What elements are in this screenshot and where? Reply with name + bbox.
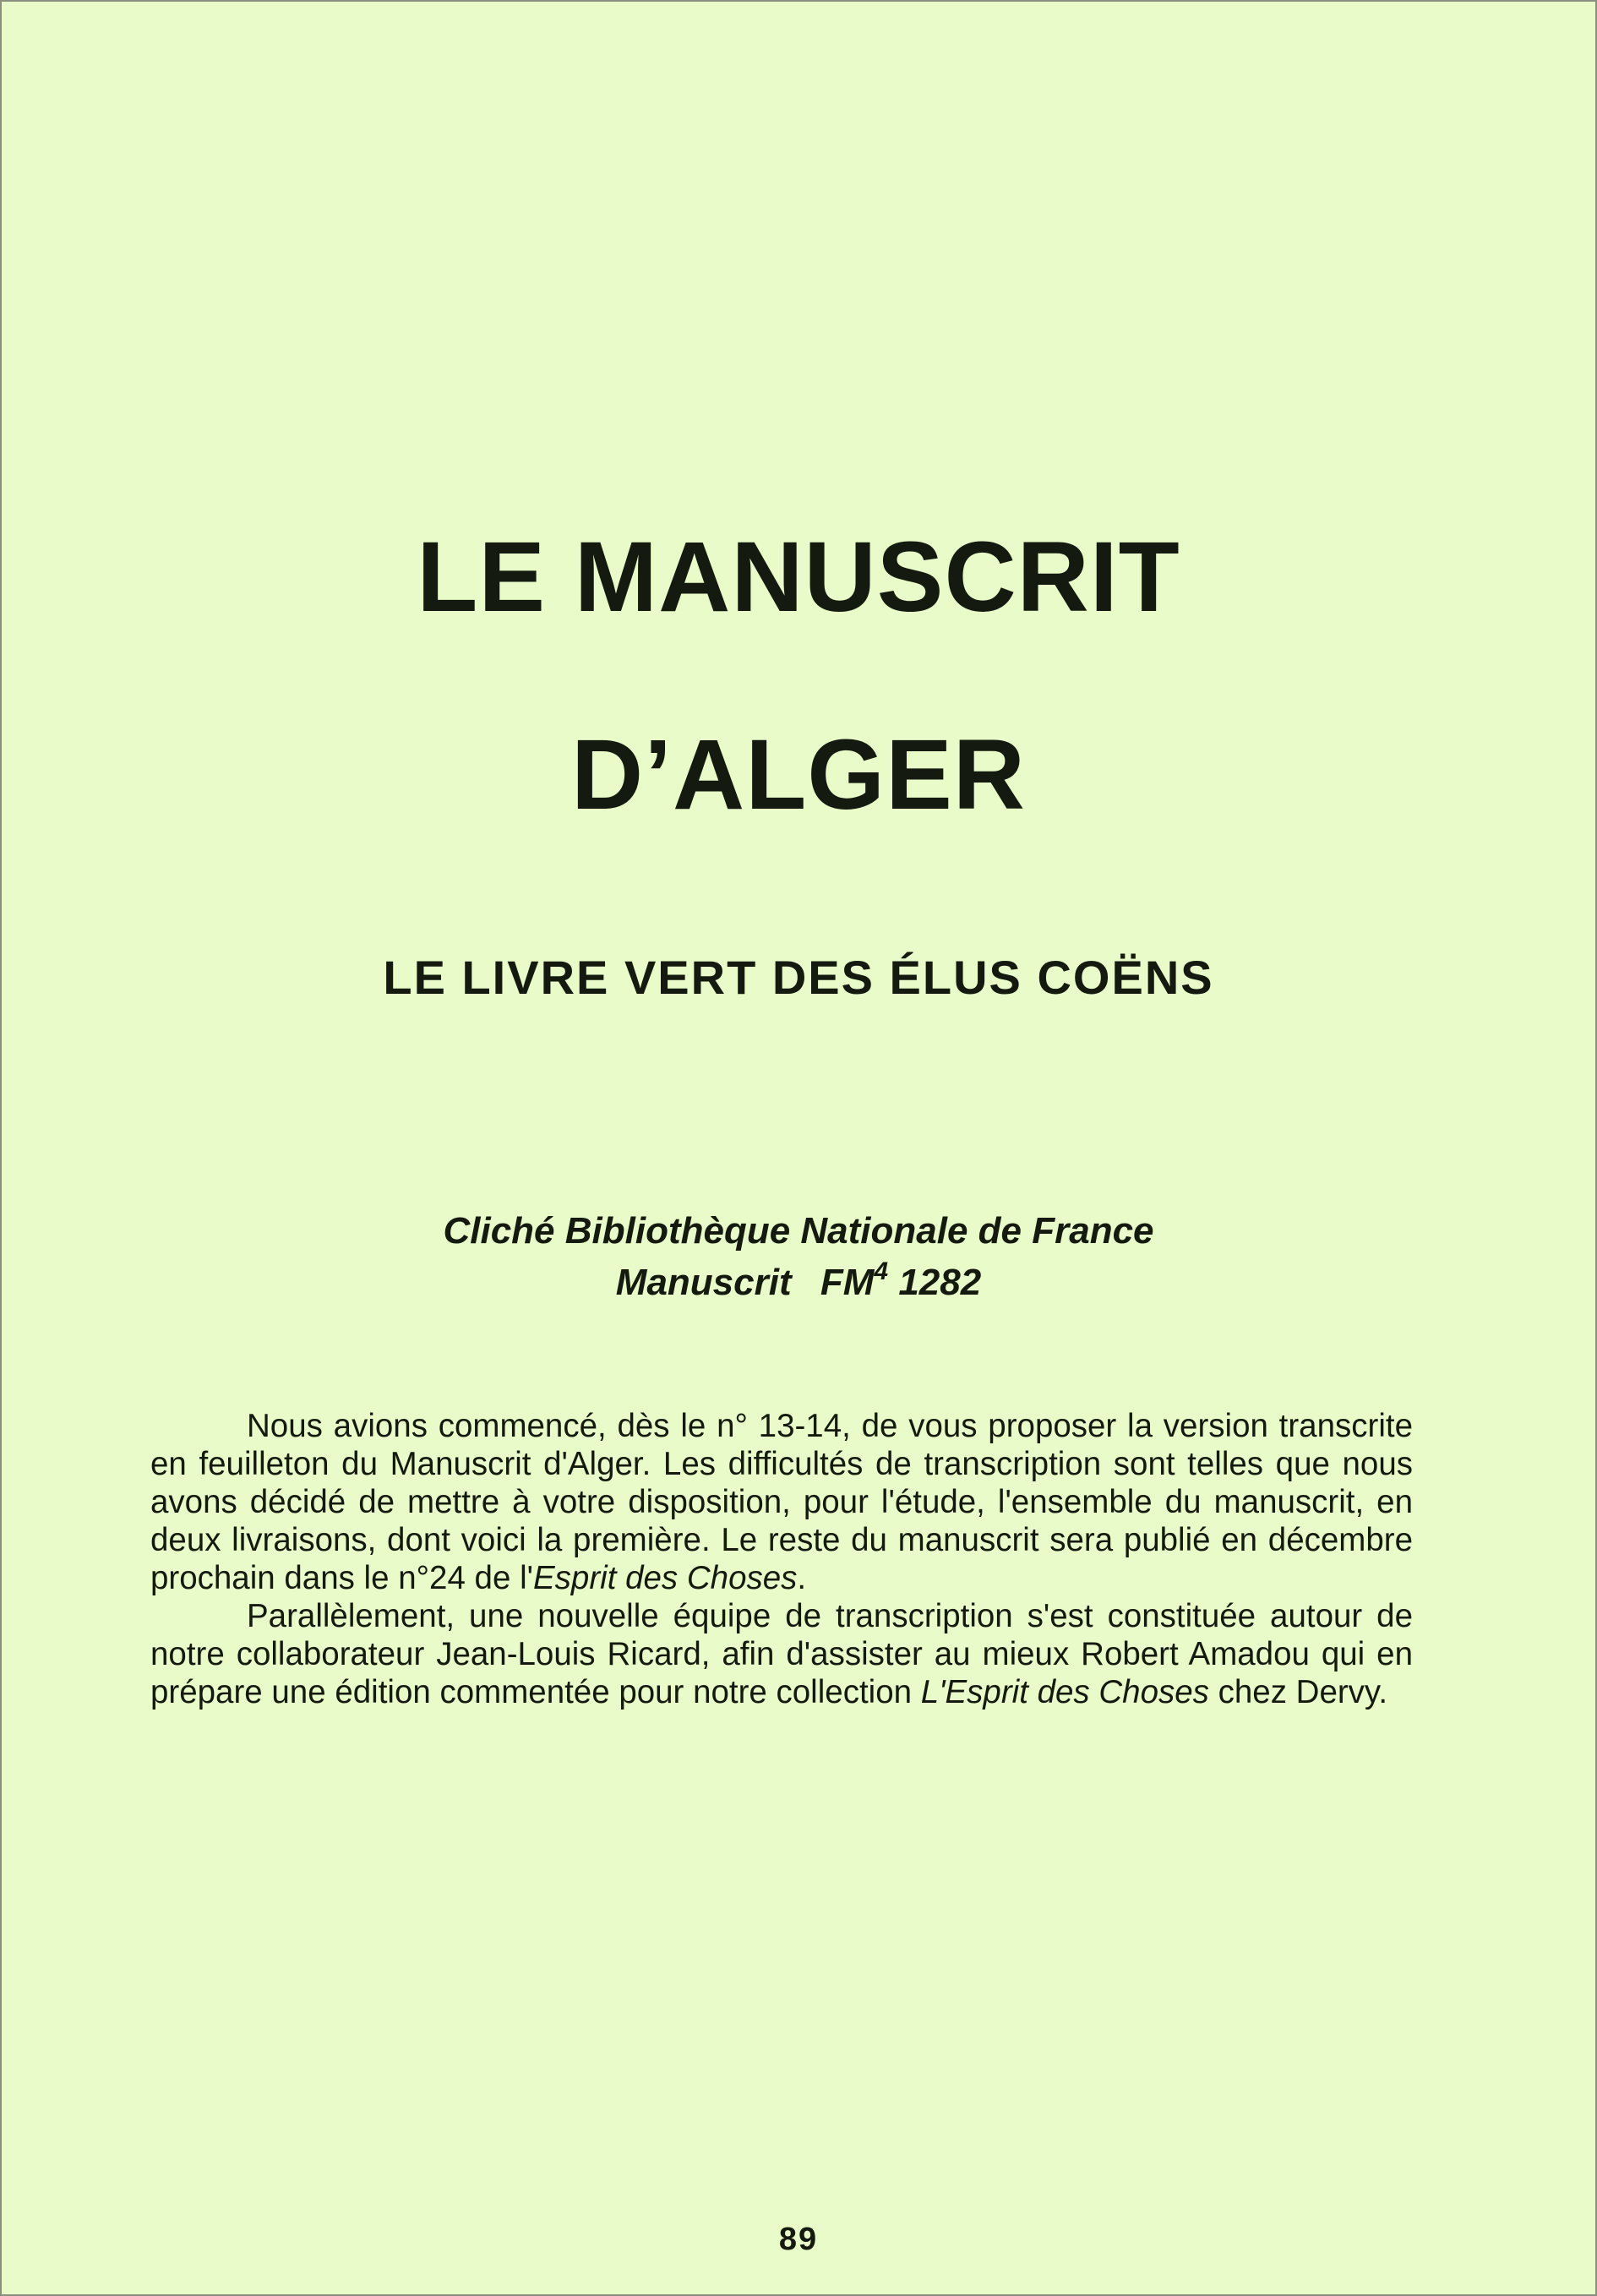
paragraph-1-text: Nous avions commencé, dès le n° 13-14, de vous proposer la version transcrite en feuilleton du Manuscrit d'Alger. Les difficultés de transcription sont telles que nous avons décidé de mettre à votre disposition, pour l'étude, l'ensemble du manuscrit, en deux livraisons, dont voici la première. Le reste du manuscrit sera publié en décembre prochain dans le n°24 de l': [150, 1408, 1413, 1596]
document-title-line-1: LE MANUSCRIT: [417, 521, 1180, 633]
paragraph-1: [150, 1407, 1413, 1597]
paragraph-2-text: Parallèlement, une nouvelle équipe de transcription s'est constituée autour de notre collaborateur Jean-Louis Ricard, afin d'assister au mieux Robert Amadou qui en prépare une édition commentée pour notre collection: [150, 1598, 1413, 1710]
manuscript-label: Manuscrit: [615, 1262, 792, 1303]
body-text: [150, 1407, 1413, 1711]
image-credit-line: Cliché Bibliothèque Nationale de France: [443, 1210, 1154, 1252]
paragraph-2: [150, 1597, 1413, 1711]
manuscript-code-superscript: 4: [874, 1257, 889, 1285]
paragraph-2-italic: L'Esprit des Choses: [920, 1674, 1209, 1710]
manuscript-number: 1282: [898, 1262, 982, 1303]
document-subtitle: LE LIVRE VERT DES ÉLUS COËNS: [383, 951, 1214, 1004]
paragraph-1-italic: Esprit des Choses: [532, 1560, 798, 1596]
document-title-line-2: D’ALGER: [571, 719, 1026, 831]
paragraph-2-end: chez Dervy.: [1208, 1674, 1388, 1710]
page-number: 89: [778, 2222, 819, 2257]
manuscript-reference: [0, 1257, 1597, 1308]
paragraph-1-end: .: [797, 1560, 807, 1596]
manuscript-code: FM: [820, 1262, 875, 1303]
